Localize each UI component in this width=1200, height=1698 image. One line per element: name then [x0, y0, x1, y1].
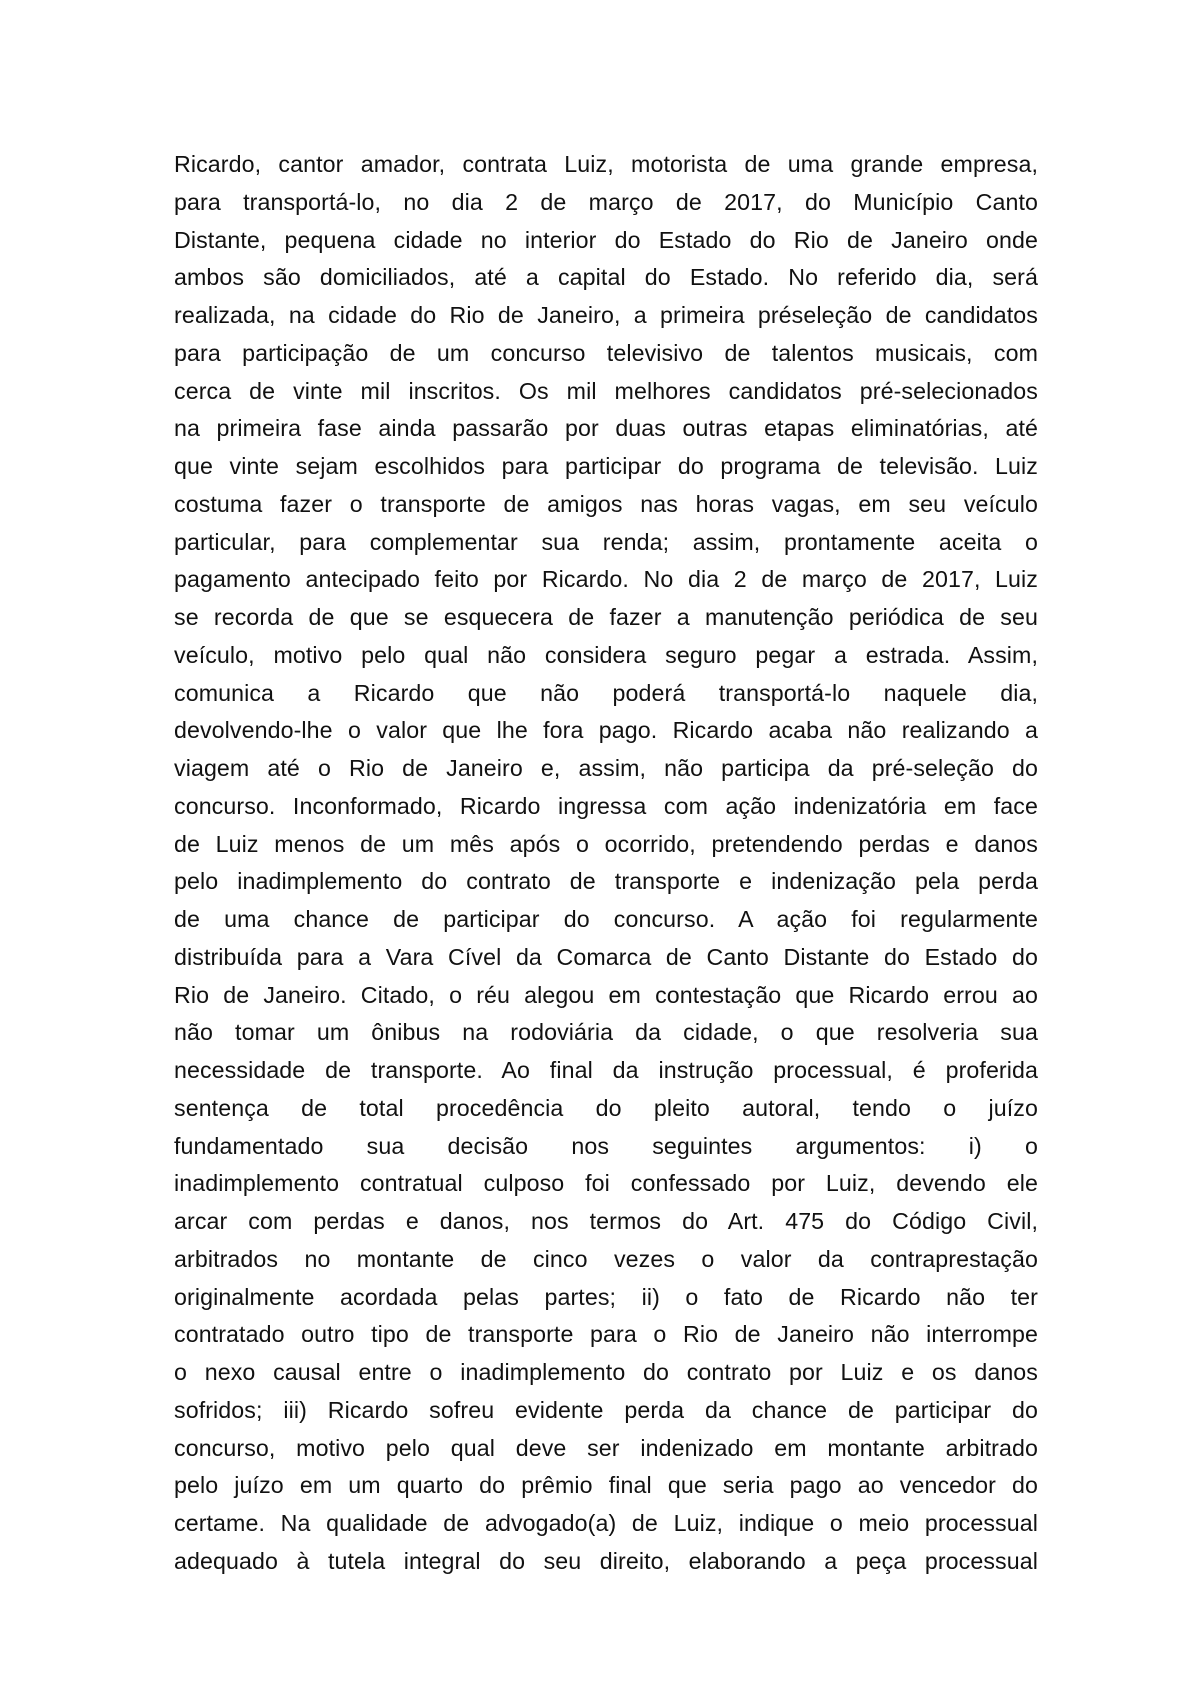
paragraph-line: cerca de vinte mil inscritos. Os mil melhores candidatos pré-selecionados [174, 377, 1038, 404]
paragraph-line: contratado outro tipo de transporte para o Rio de Janeiro não interrompe [174, 1321, 1038, 1348]
paragraph-line: sofridos; iii) Ricardo sofreu evidente perda da chance de participar do [174, 1396, 1038, 1423]
paragraph-line: Ricardo, cantor amador, contrata Luiz, motorista de uma grande empresa, [174, 151, 1038, 177]
paragraph-line: que vinte sejam escolhidos para participar do programa de televisão. Luiz [174, 453, 1038, 479]
paragraph-line: de uma chance de participar do concurso. A ação foi regularmente [174, 906, 1038, 932]
paragraph-line: na primeira fase ainda passarão por duas outras etapas eliminatórias, até [174, 415, 1038, 442]
paragraph-line: particular, para complementar sua renda; assim, prontamente aceita o [174, 528, 1038, 555]
paragraph-line: necessidade de transporte. Ao final da instrução processual, é proferida [174, 1057, 1038, 1083]
paragraph-line: veículo, motivo pelo qual não considera seguro pegar a estrada. Assim, [174, 641, 1038, 668]
paragraph-line: adequado à tutela integral do seu direito, elaborando a peça processual [174, 1547, 1038, 1574]
paragraph-line: viagem até o Rio de Janeiro e, assim, não participa da pré-seleção do [174, 755, 1038, 781]
paragraph-line: arcar com perdas e danos, nos termos do Art. 475 do Código Civil, [174, 1208, 1038, 1234]
paragraph-line: o nexo causal entre o inadimplemento do contrato por Luiz e os danos [174, 1359, 1038, 1385]
paragraph-line: realizada, na cidade do Rio de Janeiro, a primeira préseleção de candidatos [174, 302, 1038, 328]
paragraph-line: costuma fazer o transporte de amigos nas horas vagas, em seu veículo [174, 490, 1038, 517]
paragraph-line: pagamento antecipado feito por Ricardo. No dia 2 de março de 2017, Luiz [174, 566, 1038, 593]
paragraph-line: comunica a Ricardo que não poderá transportá-lo naquele dia, [174, 679, 1038, 706]
paragraph-line: inadimplemento contratual culposo foi confessado por Luiz, devendo ele [174, 1170, 1038, 1197]
paragraph-line: devolvendo-lhe o valor que lhe fora pago. Ricardo acaba não realizando a [174, 717, 1038, 744]
paragraph-line: Rio de Janeiro. Citado, o réu alegou em contestação que Ricardo errou ao [174, 981, 1038, 1008]
paragraph-line: não tomar um ônibus na rodoviária da cidade, o que resolveria sua [174, 1019, 1038, 1046]
paragraph-line: sentença de total procedência do pleito autoral, tendo o juízo [174, 1094, 1038, 1121]
paragraph-line: certame. Na qualidade de advogado(a) de Luiz, indique o meio processual [174, 1510, 1038, 1536]
paragraph-line: de Luiz menos de um mês após o ocorrido, pretendendo perdas e danos [174, 830, 1038, 857]
paragraph-line: concurso, motivo pelo qual deve ser indenizado em montante arbitrado [174, 1434, 1038, 1461]
paragraph-line: para participação de um concurso televisivo de talentos musicais, com [174, 339, 1038, 366]
paragraph-line: originalmente acordada pelas partes; ii) o fato de Ricardo não ter [174, 1283, 1038, 1310]
paragraph-line: se recorda de que se esquecera de fazer a manutenção periódica de seu [174, 604, 1038, 630]
paragraph-line: distribuída para a Vara Cível da Comarca de Canto Distante do Estado do [174, 943, 1038, 970]
paragraph-line: pelo inadimplemento do contrato de transporte e indenização pela perda [174, 868, 1038, 895]
paragraph-line: pelo juízo em um quarto do prêmio final que seria pago ao vencedor do [174, 1472, 1038, 1499]
paragraph-line: fundamentado sua decisão nos seguintes argumentos: i) o [174, 1132, 1038, 1159]
paragraph-line: Distante, pequena cidade no interior do Estado do Rio de Janeiro onde [174, 226, 1038, 253]
paragraph-line: concurso. Inconformado, Ricardo ingressa com ação indenizatória em face [174, 792, 1038, 819]
paragraph-line: para transportá-lo, no dia 2 de março de 2017, do Município Canto [174, 188, 1038, 215]
paragraph-line: arbitrados no montante de cinco vezes o valor da contraprestação [174, 1245, 1038, 1272]
body-paragraph [174, 146, 1038, 1581]
paragraph-line: ambos são domiciliados, até a capital do Estado. No referido dia, será [174, 264, 1038, 291]
